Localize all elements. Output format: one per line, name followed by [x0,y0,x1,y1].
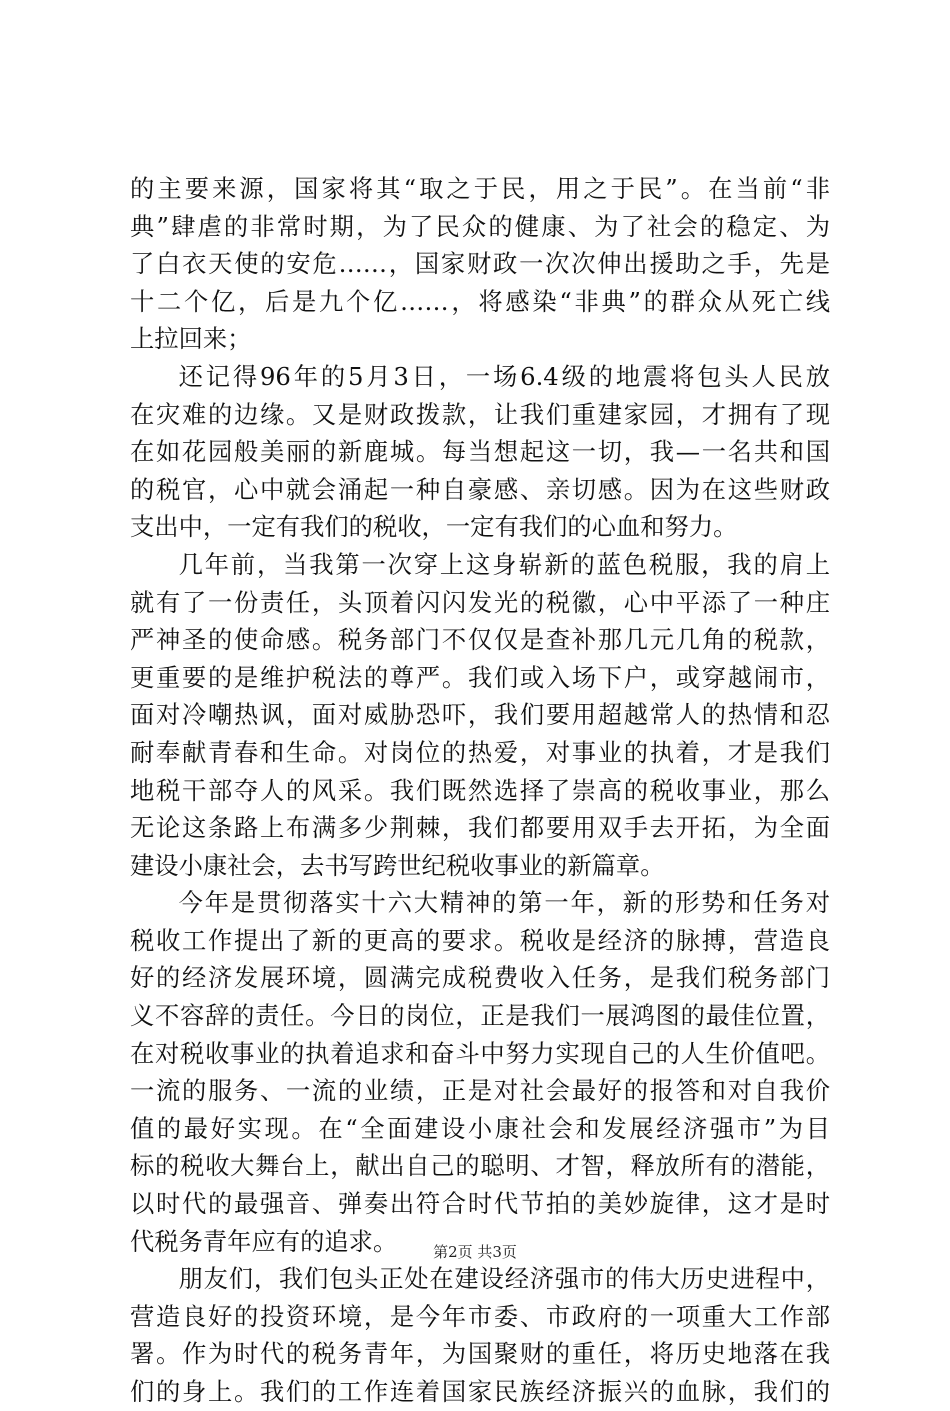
text-line: 的主要来源，国家将其“取之于民，用之于民”。在当前“非 [130,174,830,203]
text-line: 们的身上。我们的工作连着国家民族经济振兴的血脉，我们的 [130,1377,830,1406]
text-line: 标的税收大舞台上，献出自己的聪明、才智，释放所有的潜能， [130,1151,830,1181]
text-line: 严神圣的使命感。税务部门不仅仅是查补那几元几角的税款， [130,625,830,655]
text-line: 十二个亿，后是九个亿……，将感染“非典”的群众从死亡线 [130,286,830,316]
text-line: 面对冷嘲热讽，面对威胁恐吓，我们要用超越常人的热情和忍 [130,700,830,730]
body-text [130,170,830,1411]
text-line: 代税务青年应有的追求。 [130,1226,398,1256]
text-line: 了白衣天使的安危……，国家财政一次次伸出援助之手，先是 [130,249,830,279]
text-line: 值的最好实现。在“全面建设小康社会和发展经济强市”为目 [130,1113,830,1143]
text-line: 建设小康社会，去书写跨世纪税收事业的新篇章。 [130,850,665,880]
text-line: 耐奉献青春和生命。对岗位的热爱，对事业的执着，才是我们 [130,737,830,767]
text-line: 还记得96年的5月3日，一场6.4级的地震将包头人民放 [178,361,830,391]
text-line: 就有了一份责任，头顶着闪闪发光的税徽，心中平添了一种庄 [130,587,830,617]
text-line: 署。作为时代的税务青年，为国聚财的重任，将历史地落在我 [130,1339,830,1369]
text-line: 上拉回来； [130,324,252,354]
text-line: 以时代的最强音、弹奏出符合时代节拍的美妙旋律，这才是时 [130,1189,830,1219]
text-line: 一流的服务、一流的业绩，正是对社会最好的报答和对自我价 [130,1076,830,1106]
text-line: 更重要的是维护税法的尊严。我们或入场下户，或穿越闹市， [130,662,830,692]
text-line: 地税干部夺人的风采。我们既然选择了崇高的税收事业，那么 [130,775,830,805]
text-line: 今年是贯彻落实十六大精神的第一年，新的形势和任务对 [178,888,830,918]
text-line: 几年前，当我第一次穿上这身崭新的蓝色税服，我的肩上 [178,549,830,579]
text-line: 典”肆虐的非常时期，为了民众的健康、为了社会的稳定、为 [130,211,830,241]
text-line: 的税官，心中就会涌起一种自豪感、亲切感。因为在这些财政 [130,474,830,504]
text-line: 在如花园般美丽的新鹿城。每当想起这一切，我—一名共和国 [130,437,830,467]
text-line: 支出中，一定有我们的税收，一定有我们的心血和努力。 [130,512,738,542]
text-line: 在灾难的边缘。又是财政拨款，让我们重建家园，才拥有了现 [130,399,830,429]
text-line: 税收工作提出了新的更高的要求。税收是经济的脉搏，营造良 [130,925,830,955]
text-line: 义不容辞的责任。今日的岗位，正是我们一展鸿图的最佳位置， [130,1001,830,1031]
text-line: 在对税收事业的执着追求和奋斗中努力实现自己的人生价值吧。 [130,1038,830,1068]
text-line: 朋友们，我们包头正处在建设经济强市的伟大历史进程中， [178,1264,830,1294]
text-line: 营造良好的投资环境，是今年市委、市政府的一项重大工作部 [130,1301,830,1331]
text-line: 好的经济发展环境，圆满完成税费收入任务，是我们税务部门 [130,963,830,993]
page-footer: 第2页 共3页 [433,1243,517,1261]
text-line: 无论这条路上布满多少荆棘，我们都要用双手去开拓，为全面 [130,813,830,843]
